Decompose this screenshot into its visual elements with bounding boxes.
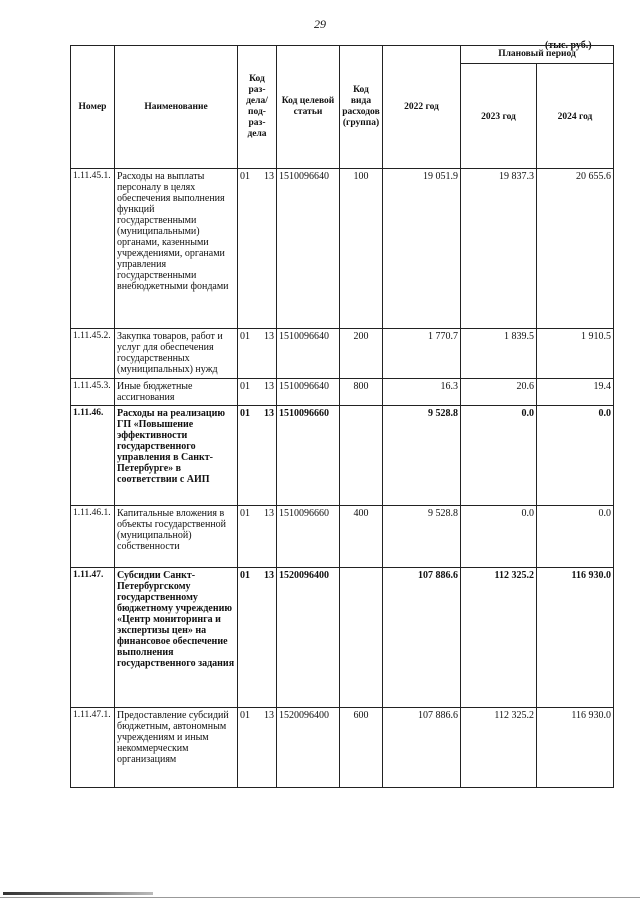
- scan-smudge: [3, 892, 153, 895]
- row-kod-statyi: 1510096640: [277, 379, 340, 406]
- row-value-2022: 16.3: [383, 379, 461, 406]
- row-number: 1.11.45.1.: [71, 169, 115, 329]
- row-razdel: [238, 506, 277, 568]
- header-row-top: [71, 46, 614, 64]
- row-podrazdel-code: 13: [264, 408, 274, 419]
- row-value-2023: 112 325.2: [461, 708, 537, 788]
- row-value-2023: 0.0: [461, 406, 537, 506]
- header-kod-vida: Код вида расходов (группа): [340, 46, 383, 169]
- row-podrazdel-code: 13: [264, 381, 274, 392]
- row-podrazdel-code: 13: [264, 508, 274, 519]
- row-razdel-code: 01: [240, 508, 250, 519]
- row-value-2024: 0.0: [537, 406, 614, 506]
- row-kod-vida: 600: [340, 708, 383, 788]
- row-value-2023: 20.6: [461, 379, 537, 406]
- row-number: 1.11.45.3.: [71, 379, 115, 406]
- header-plan-period: Плановый период: [461, 46, 614, 64]
- table-row: [71, 506, 614, 568]
- row-value-2023: 0.0: [461, 506, 537, 568]
- row-value-2024: 116 930.0: [537, 568, 614, 708]
- row-number: 1.11.46.1.: [71, 506, 115, 568]
- row-name: Субсидии Санкт-Петербургскому государственному бюджетному учреждению «Центр мониторинга и экспертизы цен» на финансовое обеспечение выполнения государственного задания: [115, 568, 238, 708]
- row-kod-vida: [340, 568, 383, 708]
- row-kod-vida: [340, 406, 383, 506]
- table-row: [71, 406, 614, 506]
- row-razdel-code: 01: [240, 171, 250, 182]
- table-row: [71, 708, 614, 788]
- row-value-2022: 9 528.8: [383, 406, 461, 506]
- row-value-2024: 20 655.6: [537, 169, 614, 329]
- row-podrazdel-code: 13: [264, 171, 274, 182]
- row-razdel-code: 01: [240, 570, 250, 581]
- table-row: [71, 379, 614, 406]
- row-razdel: [238, 568, 277, 708]
- row-razdel-code: 01: [240, 710, 250, 721]
- row-name: Закупка товаров, работ и услуг для обеспечения государственных (муниципальных) нужд: [115, 329, 238, 379]
- row-value-2024: 1 910.5: [537, 329, 614, 379]
- row-value-2022: 19 051.9: [383, 169, 461, 329]
- header-2023: 2023 год: [461, 64, 537, 169]
- header-kod-statyi: Код целевой статьи: [277, 46, 340, 169]
- units-label: (тыс. руб.): [545, 40, 592, 51]
- row-value-2024: 116 930.0: [537, 708, 614, 788]
- row-kod-statyi: 1510096660: [277, 406, 340, 506]
- row-kod-vida: 100: [340, 169, 383, 329]
- row-razdel: [238, 406, 277, 506]
- row-name: Расходы на выплаты персоналу в целях обеспечения выполнения функций государственными (муниципальными) органами, казенными учреждениями, органами управления государственными внебюджетными фондами: [115, 169, 238, 329]
- row-number: 1.11.47.: [71, 568, 115, 708]
- row-name: Иные бюджетные ассигнования: [115, 379, 238, 406]
- row-value-2022: 9 528.8: [383, 506, 461, 568]
- row-kod-statyi: 1520096400: [277, 568, 340, 708]
- header-kod-razdela: Код раз-дела/ под-раз-дела: [238, 46, 277, 169]
- row-value-2023: 112 325.2: [461, 568, 537, 708]
- row-value-2022: 107 886.6: [383, 708, 461, 788]
- row-value-2022: 107 886.6: [383, 568, 461, 708]
- row-value-2023: 19 837.3: [461, 169, 537, 329]
- row-kod-vida: 400: [340, 506, 383, 568]
- row-kod-statyi: 1510096640: [277, 169, 340, 329]
- row-number: 1.11.46.: [71, 406, 115, 506]
- row-value-2022: 1 770.7: [383, 329, 461, 379]
- scan-edge-line: [0, 897, 640, 898]
- row-value-2023: 1 839.5: [461, 329, 537, 379]
- row-number: 1.11.45.2.: [71, 329, 115, 379]
- table-row: [71, 169, 614, 329]
- row-podrazdel-code: 13: [264, 570, 274, 581]
- row-podrazdel-code: 13: [264, 710, 274, 721]
- row-kod-statyi: 1520096400: [277, 708, 340, 788]
- row-kod-statyi: 1510096640: [277, 329, 340, 379]
- row-razdel-code: 01: [240, 408, 250, 419]
- table-row: [71, 329, 614, 379]
- row-number: 1.11.47.1.: [71, 708, 115, 788]
- row-kod-vida: 800: [340, 379, 383, 406]
- row-razdel-code: 01: [240, 331, 250, 342]
- row-razdel: [238, 329, 277, 379]
- row-podrazdel-code: 13: [264, 331, 274, 342]
- row-razdel: [238, 379, 277, 406]
- header-nomer: Номер: [71, 46, 115, 169]
- row-kod-vida: 200: [340, 329, 383, 379]
- row-kod-statyi: 1510096660: [277, 506, 340, 568]
- row-value-2024: 19.4: [537, 379, 614, 406]
- row-value-2024: 0.0: [537, 506, 614, 568]
- row-name: Капитальные вложения в объекты государственной (муниципальной) собственности: [115, 506, 238, 568]
- row-razdel: [238, 169, 277, 329]
- row-razdel: [238, 708, 277, 788]
- header-2024: 2024 год: [537, 64, 614, 169]
- header-2022: 2022 год: [383, 46, 461, 169]
- page-number: 29: [314, 17, 326, 31]
- header-naimenovanie: Наименование: [115, 46, 238, 169]
- row-name: Расходы на реализацию ГП «Повышение эффективности государственного управления в Санкт-Петербурге» в соответствии с АИП: [115, 406, 238, 506]
- row-name: Предоставление субсидий бюджетным, автономным учреждениям и иным некоммерческим организациям: [115, 708, 238, 788]
- row-razdel-code: 01: [240, 381, 250, 392]
- budget-table: [70, 45, 614, 788]
- table-row: [71, 568, 614, 708]
